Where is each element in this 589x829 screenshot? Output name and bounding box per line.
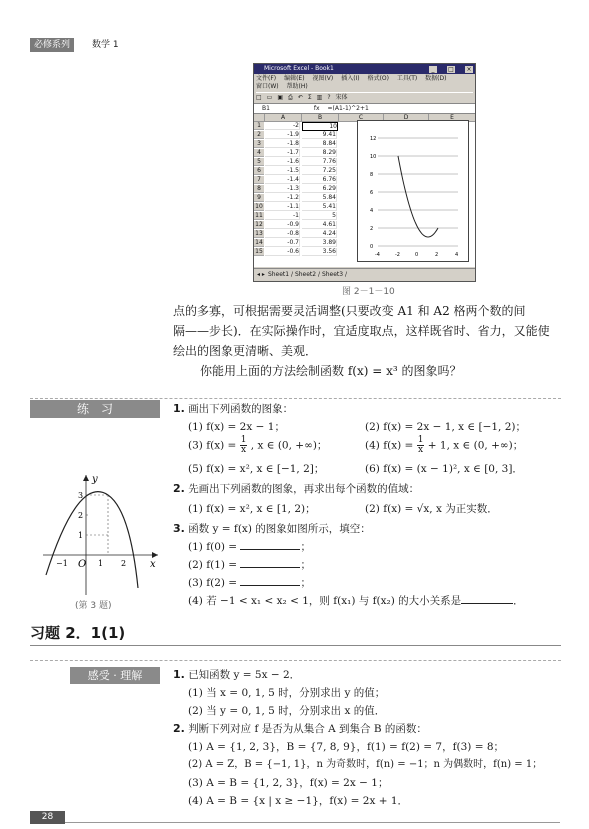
column-header[interactable]: E [429, 114, 476, 122]
excel-chart[interactable] [357, 120, 469, 262]
row-header[interactable]: 9 [254, 194, 264, 202]
section-heading: 习题 2．1(1) [30, 624, 126, 642]
formula-bar [254, 103, 475, 114]
sub-question: (1) A = {1, 2, 3}，B = {7, 8, 9}，f(1) = f(2) = 7，f(3) = 8； [188, 741, 505, 753]
sub-question: (1) f(0) = ； [188, 541, 311, 553]
question-text: 画出下列函数的图象： [188, 403, 294, 415]
x-axis-arrow-icon [152, 552, 158, 558]
menu-insert[interactable]: 插入(I) [341, 75, 360, 82]
undo-icon[interactable]: ↶ [297, 94, 303, 101]
print-icon[interactable]: ⎙ [288, 94, 293, 101]
function-curve [46, 492, 138, 588]
divider [30, 645, 561, 646]
answer-blank[interactable] [240, 585, 300, 586]
y-tick-label: 2 [370, 226, 374, 232]
chart-icon[interactable]: ▥ [316, 94, 323, 101]
y-tick-label: 8 [370, 172, 374, 178]
sub-question [365, 436, 523, 455]
sub-question-text: + 1, x ∈ (0, +∞)； [427, 439, 524, 452]
cell-a[interactable]: -0.8 [265, 230, 300, 238]
spreadsheet-grid [254, 114, 475, 267]
cell-a[interactable]: -1.1 [265, 203, 300, 211]
sub-question: (1) f(x) = 2x − 1； [188, 421, 285, 433]
figure-caption: 图 2－1－10 [342, 287, 395, 297]
cell-a[interactable]: -2 [265, 122, 300, 130]
graph-caption: (第 3 题) [75, 601, 112, 611]
y-tick-label: 1 [78, 531, 84, 540]
cell-a[interactable]: -1.9 [265, 131, 300, 139]
series-tag: 必修系列 [30, 38, 74, 52]
menu-help[interactable]: 帮助(H) [286, 83, 308, 90]
excel-window [253, 63, 476, 282]
category-badge: 感受 · 理解 [70, 667, 160, 684]
fx-icon: fx [313, 105, 320, 112]
cell-b[interactable]: 4.24 [302, 230, 337, 238]
row-header[interactable]: 11 [255, 212, 263, 219]
cell-b[interactable]: 8.29 [302, 149, 337, 157]
x-tick-label: 0 [415, 252, 419, 258]
sub-question: (5) f(x) = x², x ∈ [−1, 2]； [188, 463, 325, 475]
question-number: 1. [173, 668, 185, 681]
fraction: $\frac{1}{x}$ [240, 435, 247, 455]
sub-question: (1) 当 x = 0, 1, 5 时，分别求出 y 的值； [188, 687, 386, 699]
sub-question-text: , x ∈ (0, +∞)； [250, 439, 328, 452]
cell-a[interactable]: -1 [265, 212, 300, 220]
curve [398, 156, 438, 237]
y-tick-label: 4 [370, 208, 374, 214]
row-header[interactable]: 13 [255, 230, 263, 237]
cell-a[interactable]: -1.2 [265, 194, 300, 202]
column-header[interactable]: B [302, 114, 339, 122]
origin-label: O [78, 559, 87, 570]
menu-view[interactable]: 视图(V) [312, 75, 334, 82]
cell-b[interactable]: 6.76 [302, 176, 337, 184]
menu-file[interactable]: 文件(F) [256, 75, 277, 82]
row-header[interactable]: 6 [254, 167, 264, 175]
row-header[interactable]: 1 [254, 122, 264, 130]
row-header[interactable]: 10 [255, 203, 263, 210]
sub-question: (2) f(x) = 2x − 1, x ∈ [−1, 2)； [365, 421, 527, 433]
cell-b[interactable]: 9.41 [302, 131, 337, 139]
page-number: 28 [30, 811, 65, 824]
subject-label: 数学 1 [92, 40, 119, 50]
excel-title: Microsoft Excel - Book1 [264, 65, 334, 72]
sub-question-text: (4) f(x) = [365, 439, 414, 452]
question-text: 函数 y = f(x) 的图象如图所示，填空： [188, 523, 371, 535]
cell-a[interactable]: -1.7 [265, 149, 300, 157]
menu-format[interactable]: 格式(O) [367, 75, 389, 82]
minimize-icon[interactable]: _ [429, 66, 437, 73]
sub-question: (3) f(2) = ； [188, 577, 311, 589]
cell-b[interactable]: 4.61 [302, 221, 337, 229]
y-tick-label: 3 [78, 491, 84, 500]
cell-b[interactable]: 5.41 [302, 203, 337, 211]
cell-b[interactable]: 3.56 [302, 248, 337, 256]
x-tick-label: 2 [435, 252, 439, 258]
cell-a[interactable]: -1.5 [265, 167, 300, 175]
practice-badge: 练 习 [30, 400, 160, 418]
question-number: 3. [173, 522, 185, 535]
cell-a[interactable]: -1.6 [265, 158, 300, 166]
cell-b[interactable]: 5.84 [302, 194, 337, 202]
sub-question: (4) A = B = {x | x ≥ −1}，f(x) = 2x + 1． [188, 795, 409, 807]
x-tick-label: -2 [395, 252, 400, 258]
row-header[interactable]: 4 [254, 149, 264, 157]
body-text-line: 点的多寡，可根据需要灵活调整(只要改变 A1 和 A2 格两个数的间 [173, 304, 526, 318]
new-icon[interactable]: □ [256, 94, 262, 101]
body-text-line: 你能用上面的方法绘制函数 f(x) = x³ 的图象吗？ [200, 364, 462, 378]
question-text: 已知函数 y = 5x − 2． [188, 669, 301, 681]
row-header[interactable]: 15 [255, 248, 263, 255]
question-text: 先画出下列函数的图象，再求出每个函数的值域： [188, 483, 420, 495]
save-icon[interactable]: ▣ [277, 94, 284, 101]
cell-a[interactable]: -0.9 [265, 221, 300, 229]
sub-question-text: (3) f(x) = [188, 439, 237, 452]
y-tick-label: 0 [370, 244, 374, 250]
sub-question [188, 436, 327, 455]
maximize-icon[interactable]: □ [448, 66, 454, 73]
row-header[interactable]: 14 [255, 239, 263, 246]
column-header[interactable]: A [265, 114, 302, 122]
question-number: 1. [173, 402, 185, 415]
cell-b[interactable]: 5 [302, 212, 337, 220]
name-box[interactable]: B1 [262, 105, 270, 112]
x-tick-label: 1 [98, 559, 104, 568]
sheet-tab-list[interactable]: Sheet1 / Sheet2 / Sheet3 / [267, 271, 348, 278]
sub-question: (1) f(x) = x², x ∈ [1, 2)； [188, 503, 316, 515]
excel-toolbar [256, 92, 473, 102]
menu-window[interactable]: 窗口(W) [256, 83, 279, 90]
x-axis-label: x [150, 559, 156, 570]
row-header[interactable]: 3 [254, 140, 264, 148]
function-graph [38, 470, 163, 600]
menu-data[interactable]: 数据(D) [425, 75, 447, 82]
cell-a[interactable]: -0.7 [265, 239, 300, 247]
sub-question: (2) f(1) = ； [188, 559, 311, 571]
x-tick-label: 2 [121, 559, 127, 568]
question-text: 判断下列对应 f 是否为从集合 A 到集合 B 的函数： [188, 723, 427, 735]
answer-blank[interactable] [240, 567, 300, 568]
row-header[interactable]: 7 [254, 176, 264, 184]
sub-question: (2) f(x) = √x, x 为正实数． [365, 503, 498, 515]
menu-edit[interactable]: 编辑(E) [284, 75, 305, 82]
excel-menubar [256, 75, 473, 91]
y-tick-label: 2 [78, 511, 84, 520]
row-header[interactable]: 2 [254, 131, 264, 139]
fraction: $\frac{1}{x}$ [417, 435, 424, 455]
x-tick-label: −1 [56, 559, 68, 568]
close-icon[interactable]: × [466, 66, 472, 73]
cell-a[interactable]: -1.8 [265, 140, 300, 148]
column-header[interactable]: C [339, 114, 384, 122]
x-tick-label: 4 [455, 252, 459, 258]
sub-question: (4) 若 −1 < x₁ < x₂ < 1，则 f(x₁) 与 f(x₂) 的大小关系是 ． [188, 595, 524, 607]
sheet-tabs [254, 268, 475, 280]
cell-b[interactable]: 3.89 [302, 239, 337, 247]
cell-b[interactable]: 10 [302, 122, 338, 131]
y-tick-label: 10 [370, 154, 377, 160]
cell-b[interactable]: 6.29 [302, 185, 337, 193]
row-header[interactable]: 5 [254, 158, 264, 166]
sub-question: (2) A = Z，B = {−1, 1}，n 为奇数时，f(n) = −1；n 为偶数时，f(n) = 1； [188, 759, 543, 770]
body-text-line: 绘出的图象更清晰、美观． [173, 344, 318, 358]
open-icon[interactable]: ▭ [266, 94, 273, 101]
x-tick-label: -4 [375, 252, 380, 258]
sub-question: (2) 当 y = 0, 1, 5 时，分别求出 x 的值． [188, 705, 386, 717]
sum-icon[interactable]: Σ [307, 94, 312, 101]
answer-blank[interactable] [240, 549, 300, 550]
y-axis-label: y [92, 474, 98, 485]
column-header[interactable]: D [384, 114, 429, 122]
formula-input[interactable]: =(A1-1)^2+1 [327, 105, 369, 112]
row-header[interactable]: 8 [254, 185, 264, 193]
row-header[interactable]: 12 [255, 221, 263, 228]
body-text-line: 隔——步长)．在实际操作时，宜适度取点，这样既省时、省力，又能使 [173, 324, 550, 338]
cell-b[interactable]: 8.84 [302, 140, 337, 148]
y-axis-arrow-icon [83, 475, 89, 481]
cell-a[interactable]: -1.4 [265, 176, 300, 184]
divider [30, 660, 561, 661]
cell-b[interactable]: 7.25 [302, 167, 337, 175]
divider [30, 398, 561, 399]
y-tick-label: 6 [370, 190, 374, 196]
sub-question: (6) f(x) = (x − 1)², x ∈ [0, 3]． [365, 463, 523, 475]
corner-cell[interactable] [254, 114, 265, 122]
cell-a[interactable]: -1.3 [265, 185, 300, 193]
sub-question: (3) A = B = {1, 2, 3}，f(x) = 2x − 1； [188, 777, 389, 789]
y-tick-label: 12 [370, 136, 377, 142]
cell-b[interactable]: 7.76 [302, 158, 337, 166]
font-select[interactable]: 宋体 [335, 94, 348, 101]
question-number: 2. [173, 482, 185, 495]
cell-a[interactable]: -0.6 [265, 248, 300, 256]
answer-blank[interactable] [461, 603, 513, 604]
question-number: 2. [173, 722, 185, 735]
footer-rule [30, 822, 560, 823]
menu-tools[interactable]: 工具(T) [396, 75, 418, 82]
excel-titlebar [254, 64, 475, 74]
sheet-nav-icon[interactable]: ◂ ▸ [257, 271, 265, 278]
help-icon[interactable]: ? [327, 94, 331, 101]
